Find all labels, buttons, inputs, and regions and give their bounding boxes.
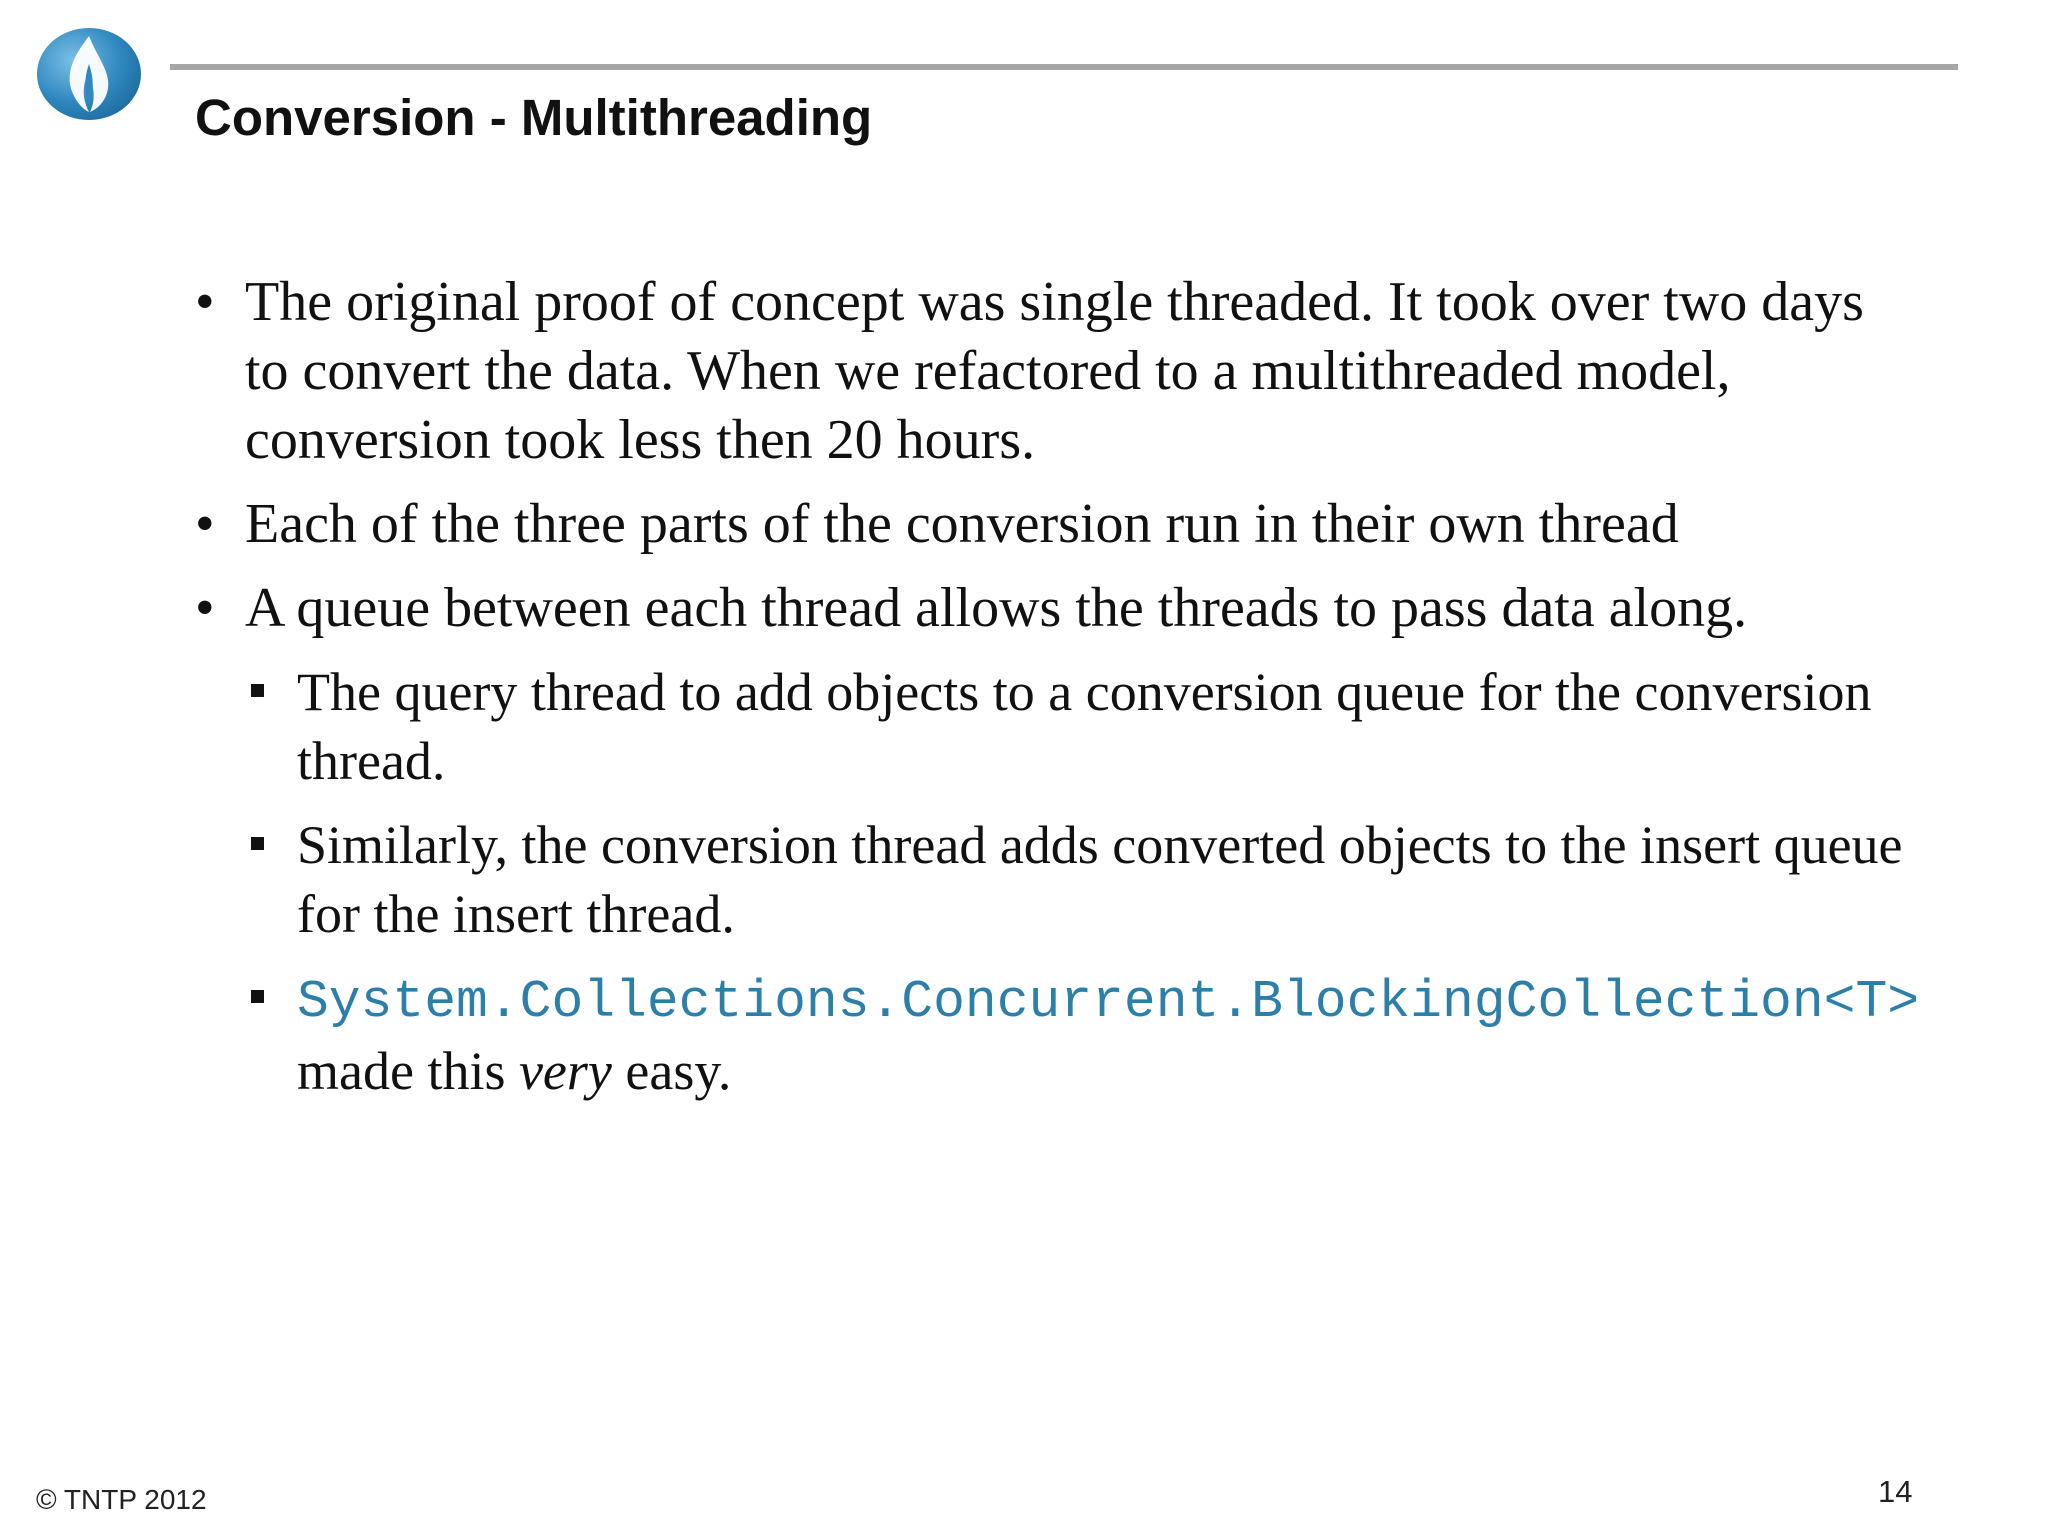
sub-bullet-text-before: made this: [297, 1041, 519, 1101]
page-number: 14: [1878, 1474, 1913, 1509]
sub-bullet-text: The query thread to add objects to a conversion queue for the conversion thread.: [297, 662, 1872, 791]
bullet-marker: •: [195, 577, 215, 639]
code-snippet: System.Collections.Concurrent.BlockingCollection<T>: [297, 972, 1920, 1032]
footer-copyright: © TNTP 2012: [36, 1484, 207, 1515]
emphasis-text: very: [518, 1041, 612, 1101]
sub-bullet-item: [195, 811, 1915, 949]
bullet-item: [195, 268, 1915, 475]
bullet-text: Each of the three parts of the conversion run in their own thread: [245, 493, 1679, 555]
bullet-marker: •: [195, 271, 215, 333]
title-rule: [170, 64, 1958, 70]
bullet-item: [195, 490, 1915, 559]
bullet-marker: •: [195, 493, 215, 555]
flame-logo-icon: [34, 24, 144, 124]
sub-bullet-text-after: easy.: [611, 1041, 732, 1101]
slide-body: [195, 268, 1920, 1121]
bullet-item: [195, 574, 1915, 643]
square-bullet-icon: [251, 990, 264, 1003]
sub-bullet-item: [195, 964, 1920, 1106]
bullet-text: The original proof of concept was single threaded. It took over two days to convert the data. When we refactored to a multithreaded model, conversion took less then 20 hours.: [245, 271, 1864, 471]
square-bullet-icon: [251, 837, 264, 850]
sub-bullet-text: Similarly, the conversion thread adds converted objects to the insert queue for the insert thread.: [297, 815, 1903, 944]
sub-bullet-item: [195, 658, 1915, 796]
square-bullet-icon: [251, 684, 264, 697]
bullet-text: A queue between each thread allows the threads to pass data along.: [245, 577, 1748, 639]
slide-title: Conversion - Multithreading: [195, 89, 873, 146]
